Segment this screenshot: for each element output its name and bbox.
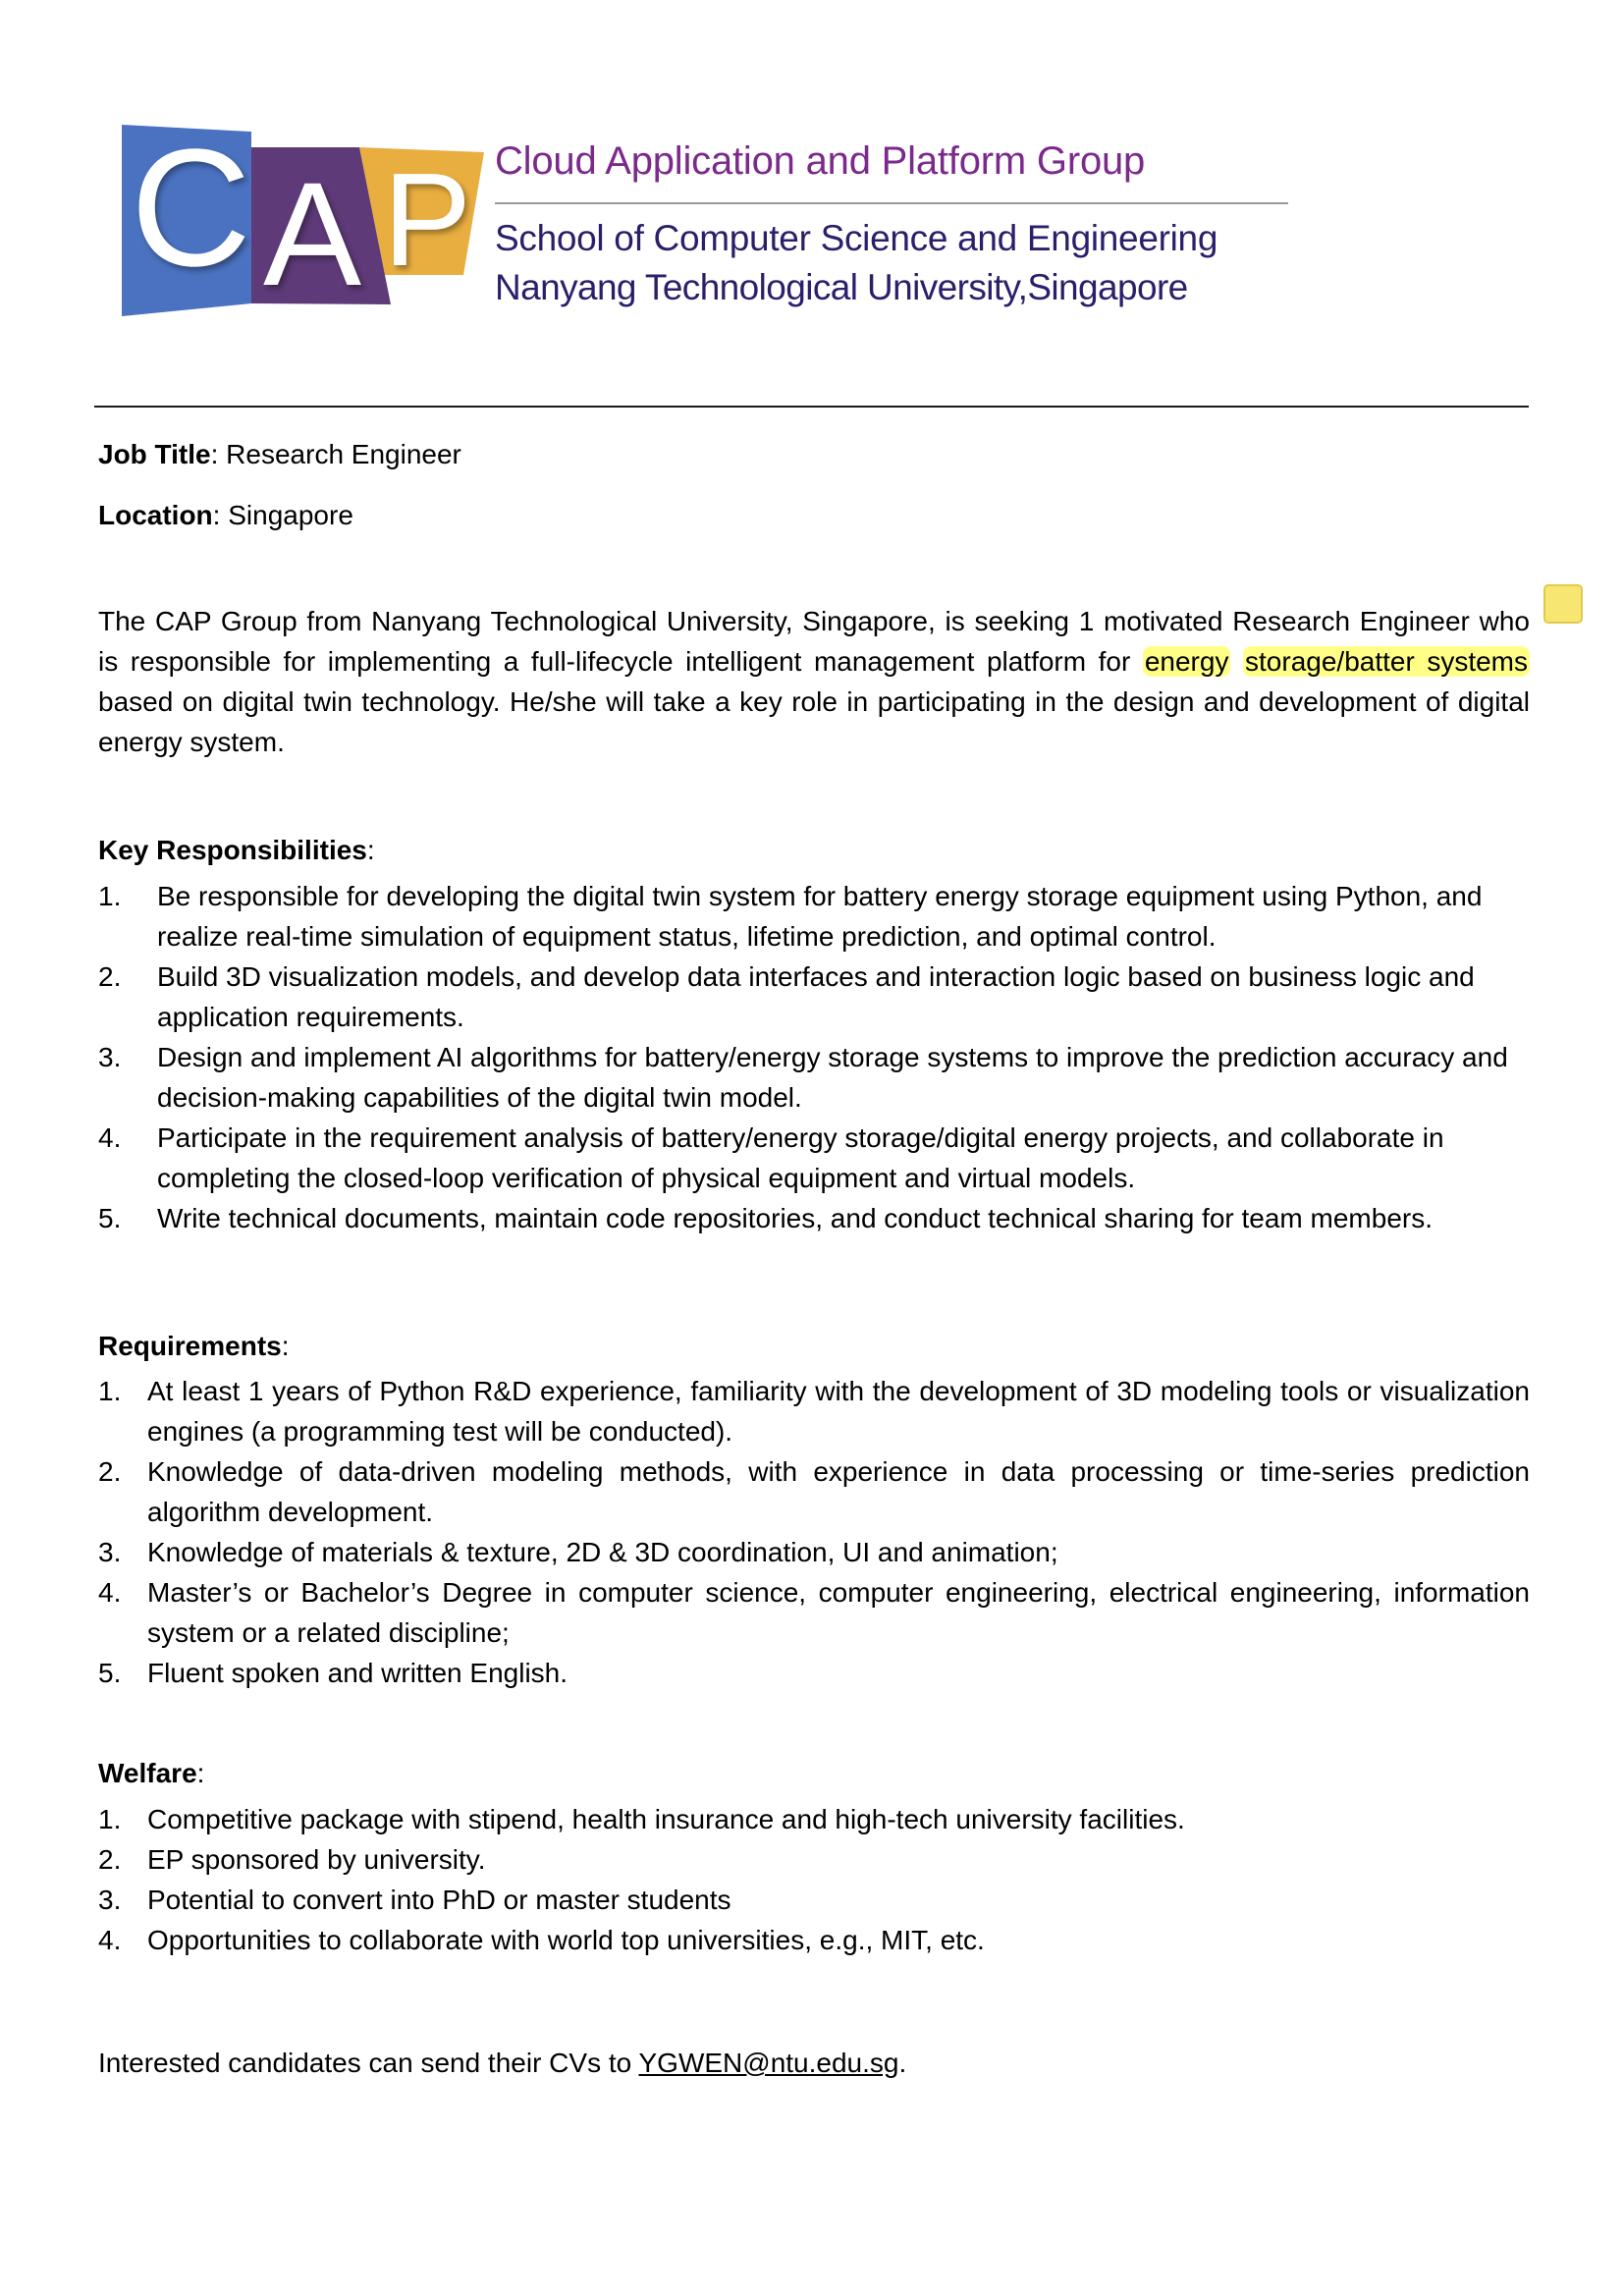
list-item-text: Design and implement AI algorithms for battery/energy storage systems to improve the prediction accuracy and decision-making capabilities of the digital twin model. [157, 1042, 1508, 1113]
list-item [98, 957, 1532, 1037]
responsibilities-list [98, 876, 1532, 1238]
list-item-text: Knowledge of data-driven modeling methods, with experience in data processing or time-series prediction algorithm development. [147, 1456, 1530, 1527]
school-name: School of Computer Science and Engineering [495, 218, 1218, 258]
intro-paragraph [98, 601, 1530, 762]
job-title-label: Job Title [98, 439, 211, 469]
highlighted-text[interactable]: storage/batter systems [1245, 646, 1529, 677]
location-field [98, 495, 353, 535]
list-item [98, 876, 1532, 957]
welfare-heading [98, 1753, 204, 1793]
list-item [98, 1451, 1530, 1532]
group-name: Cloud Application and Platform Group [495, 139, 1146, 183]
location-label: Location [98, 500, 213, 530]
highlighted-text[interactable]: energy [1144, 646, 1229, 677]
list-item [98, 1037, 1532, 1118]
heading-colon: : [281, 1331, 290, 1361]
list-item-text: Build 3D visualization models, and develop data interfaces and interaction logic based on business logic and application requirements. [157, 961, 1475, 1032]
list-item [98, 1198, 1532, 1238]
list-item [98, 1839, 1530, 1880]
contact-line [98, 2043, 906, 2083]
responsibilities-heading-label: Key Responsibilities [98, 835, 367, 865]
heading-colon: : [366, 835, 375, 865]
list-item-text: Potential to convert into PhD or master students [147, 1885, 731, 1915]
requirements-heading [98, 1326, 290, 1366]
list-number: 5. [98, 1203, 122, 1233]
heading-colon: : [196, 1758, 205, 1788]
list-number: 1. [98, 1804, 122, 1834]
list-item-text: Be responsible for developing the digital twin system for battery energy storage equipment using Python, and realize real-time simulation of equipment status, lifetime prediction, and optimal control. [157, 881, 1483, 952]
list-number: 2. [98, 1844, 122, 1875]
cap-logo [0, 0, 511, 334]
header-divider [495, 202, 1288, 204]
list-item [98, 1371, 1530, 1451]
list-item [98, 1118, 1532, 1198]
list-number: 3. [98, 1042, 122, 1072]
list-number: 2. [98, 961, 122, 992]
sticky-note-icon[interactable] [1543, 584, 1583, 624]
list-item [98, 1532, 1530, 1572]
intro-text-end: based on digital twin technology. He/she will take a key role in participating in the design and development of digital energy system. [98, 686, 1530, 757]
university-name: Nanyang Technological University,Singapore [495, 267, 1188, 307]
list-item-text: Write technical documents, maintain code repositories, and conduct technical sharing for team members. [157, 1203, 1434, 1233]
intro-text-start: The CAP Group from Nanyang Technological University, Singapore, is seeking 1 motivated Research Engineer who is responsible for implementing a full-lifecycle intelligent management platform for [98, 606, 1530, 677]
list-item-text: EP sponsored by university. [147, 1844, 486, 1875]
list-number: 4. [98, 1925, 122, 1955]
list-item-text: At least 1 years of Python R&D experience, familiarity with the development of 3D modeling tools or visualization engines (a programming test will be conducted). [147, 1376, 1530, 1447]
list-item-text: Knowledge of materials & texture, 2D & 3D coordination, UI and animation; [147, 1537, 1058, 1567]
job-title-value: : Research Engineer [210, 439, 461, 469]
email-link[interactable]: YGWEN@ntu.edu.sg [638, 2048, 899, 2078]
contact-suffix: . [898, 2048, 907, 2078]
responsibilities-heading [98, 830, 375, 870]
list-item-text: Master’s or Bachelor’s Degree in computer science, computer engineering, electrical engineering, information system or a related discipline; [147, 1577, 1530, 1648]
list-item-text: Fluent spoken and written English. [147, 1658, 568, 1688]
list-number: 2. [98, 1456, 122, 1487]
list-number: 5. [98, 1658, 122, 1688]
list-number: 3. [98, 1885, 122, 1915]
logo-letter-p: P [383, 145, 472, 294]
list-item [98, 1572, 1530, 1653]
logo-letter-c: C [131, 115, 251, 301]
welfare-list [98, 1799, 1530, 1960]
list-item-text: Competitive package with stipend, health insurance and high-tech university facilities. [147, 1804, 1185, 1834]
logo-letter-a: A [263, 151, 362, 316]
job-title-field [98, 434, 461, 474]
list-number: 3. [98, 1537, 122, 1567]
list-number: 4. [98, 1577, 122, 1608]
list-item [98, 1653, 1530, 1693]
header-rule [94, 406, 1529, 408]
list-item-text: Participate in the requirement analysis of battery/energy storage/digital energy projects, and collaborate in completing the closed-loop verification of physical equipment and virtual models. [157, 1122, 1444, 1193]
list-number: 1. [98, 881, 122, 911]
requirements-heading-label: Requirements [98, 1331, 282, 1361]
list-number: 1. [98, 1376, 122, 1406]
list-item [98, 1880, 1530, 1920]
list-item [98, 1799, 1530, 1839]
location-value: : Singapore [212, 500, 353, 530]
list-number: 4. [98, 1122, 122, 1153]
welfare-heading-label: Welfare [98, 1758, 197, 1788]
list-item-text: Opportunities to collaborate with world top universities, e.g., MIT, etc. [147, 1925, 985, 1955]
list-item [98, 1920, 1530, 1960]
contact-prefix: Interested candidates can send their CVs to [98, 2048, 639, 2078]
requirements-list [98, 1371, 1530, 1693]
